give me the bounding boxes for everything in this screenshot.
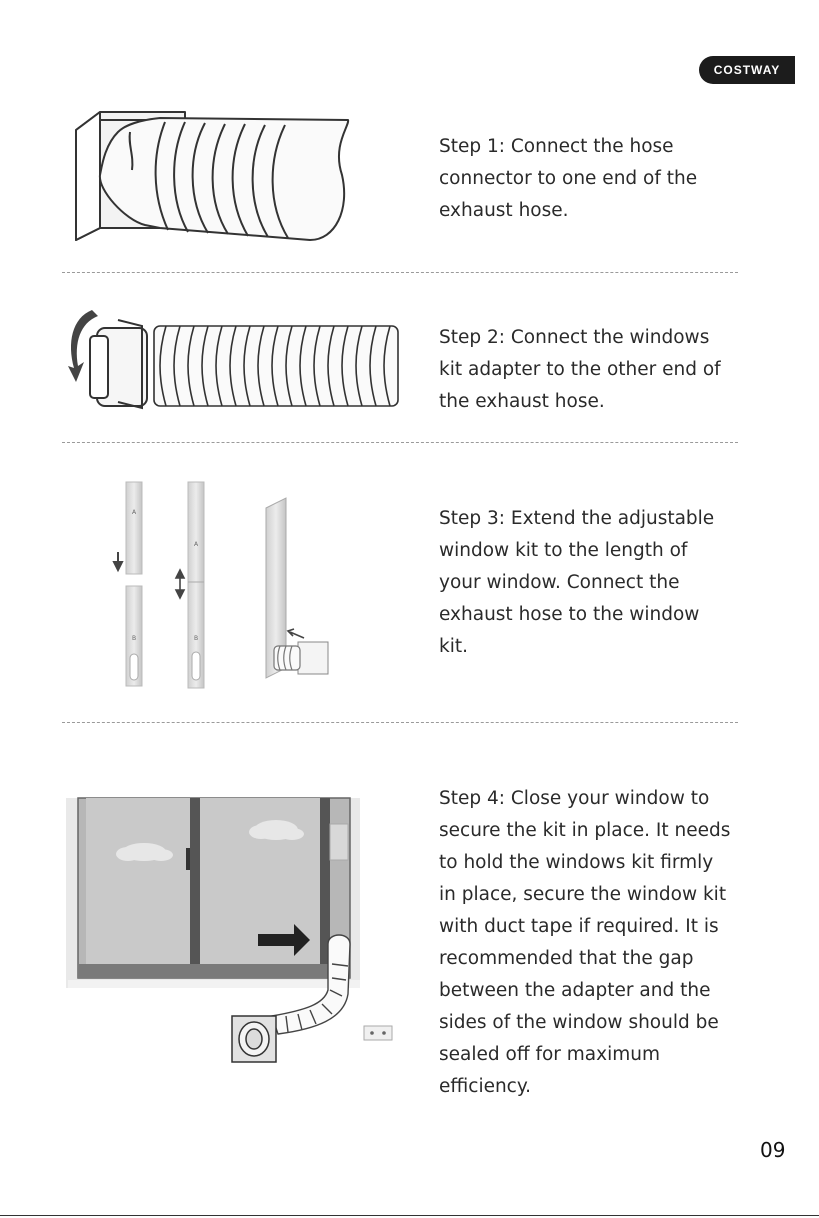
- step-2-text: Step 2: Connect the windows kit adapter to the other end of the exhaust hose.: [439, 327, 721, 412]
- panel-a-label: A: [131, 509, 137, 516]
- step-4-text: Step 4: Close your window to secure the kit in place. It needs to hold the windows kit firmly in place, secure the window kit with duct tape if required. It is recommended that the gap between the adapter and the sides of the window should be sealed off for maximum efficiency.: [439, 788, 731, 1097]
- panel-b-label: B: [131, 635, 137, 642]
- section-divider: [62, 722, 738, 723]
- brand-logo: COSTWAY: [699, 56, 795, 84]
- step-3-text: Step 3: Extend the adjustable window kit to the length of your window. Connect the exhaust hose to the window kit.: [439, 508, 715, 657]
- panel-b-label: B: [193, 635, 199, 642]
- hose-connector-illustration: [70, 100, 360, 250]
- section-divider: [62, 442, 738, 443]
- window-installation-illustration: [66, 794, 398, 1074]
- window-kit-panels-illustration: [108, 478, 338, 690]
- page-number: 09: [760, 1138, 786, 1162]
- bottom-rule: [0, 1215, 819, 1216]
- step-1-text: Step 1: Connect the hose connector to one end of the exhaust hose.: [439, 136, 698, 221]
- panel-a-label: A: [193, 541, 199, 548]
- arrow-down-icon: [114, 552, 122, 570]
- arrow-left-icon: [288, 629, 304, 638]
- window-kit-adapter-illustration: [62, 298, 408, 418]
- double-arrow-icon: [176, 570, 184, 598]
- section-divider: [62, 272, 738, 273]
